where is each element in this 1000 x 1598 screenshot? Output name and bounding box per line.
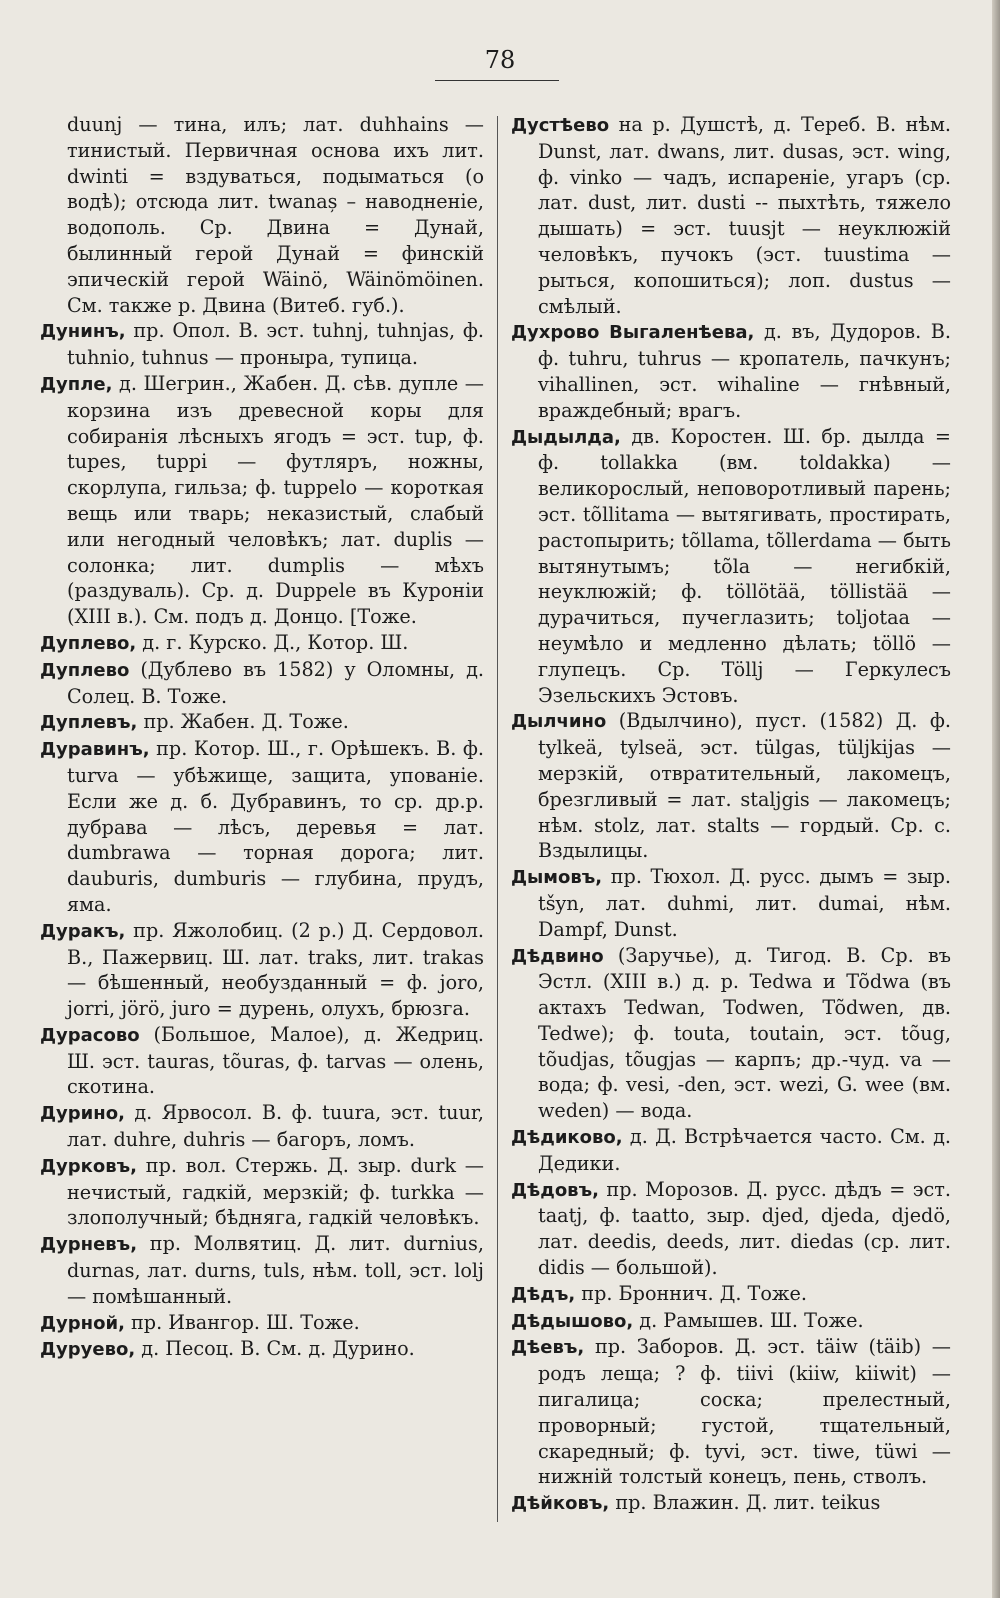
entry-text: (Большое, Малое), д. Жедриц. Ш. эст. tauras, tõuras, ф. tarvas — олень, скотина. <box>67 1022 484 1099</box>
entry-headword: Дунинъ, <box>40 321 126 343</box>
dictionary-entry <box>40 918 484 1022</box>
dictionary-entry <box>40 1310 484 1337</box>
entry-text: дв. Коростен. Ш. бр. дылда = ф. tollakka (вм. toldakka) — великорослый, неповоротливый парень; эст. tõllitama — вытягивать, простирать, растопырить; tõllama, tõllerdama — быть вытянутымъ; tõla — негибкій, неуклюжій; ф. töllötää, töllistää — дурачиться, пучеглазить; toljotaa — неумѣло и медленно дѣлать; töllö — глупецъ. Ср. Töllj — Геркулесъ Эзельскихъ Эстовъ. <box>538 424 951 707</box>
entry-headword: Дѣдвино <box>511 945 604 967</box>
entry-text: пр. Яжолобиц. (2 р.) Д. Сердовол. В., Пажервиц. Ш. лат. traks, лит. trakas — бѣшенный, необузданный = ф. joro, jorri, jörö, juro = дурень, олухъ, брюзга. <box>67 918 484 1021</box>
entry-text: пр. Опол. В. эст. tuhnj, tuhnjas, ф. tuhnio, tuhnus — проныра, тупица. <box>67 319 484 370</box>
entry-text: пр. Влажин. Д. лит. teikus <box>609 1491 881 1515</box>
dictionary-entry <box>511 1177 951 1281</box>
dictionary-entry <box>511 943 951 1125</box>
entry-text: пр. Жабен. Д. Тоже. <box>137 710 349 734</box>
entry-text: пр. Молвятиц. Д. лит. durnius, durnas, лат. durns, tuls, нѣм. toll, эст. lolj — помѣшанный. <box>67 1232 484 1308</box>
dictionary-entry <box>40 709 484 736</box>
entry-text: пр. Броннич. Д. Тоже. <box>575 1281 807 1305</box>
dictionary-entry <box>40 1022 484 1100</box>
page-number: 78 <box>484 46 516 74</box>
page-binding-edge <box>992 0 1000 1598</box>
dictionary-entry <box>40 1231 484 1309</box>
dictionary-entry <box>511 864 951 942</box>
entry-text: д. г. Курско. Д., Котор. Ш. <box>136 630 409 654</box>
entry-text: пр. Ивангор. Ш. Тоже. <box>124 1310 360 1334</box>
entry-headword: Дуплево <box>40 659 130 681</box>
dictionary-entry <box>511 319 951 423</box>
dictionary-entry <box>40 371 484 630</box>
entry-headword: Дылчино <box>511 711 607 733</box>
entry-headword: Дѣдышово, <box>511 1310 634 1332</box>
entry-headword: Дупле, <box>40 373 113 395</box>
dictionary-entry <box>511 1124 951 1177</box>
dictionary-entry <box>511 1308 951 1335</box>
column-divider <box>497 116 498 1522</box>
entry-headword: Дурной, <box>40 1312 125 1334</box>
left-column <box>40 112 484 1363</box>
entry-headword: Дуплевъ, <box>40 712 138 734</box>
dictionary-entry <box>40 1153 484 1231</box>
entry-headword: Дурневъ, <box>40 1234 138 1256</box>
entry-headword: Дустѣево <box>511 115 610 136</box>
dictionary-entry <box>511 112 951 319</box>
entry-headword: Дуруево, <box>40 1339 136 1361</box>
header-rule <box>435 80 559 81</box>
entry-headword: Дѣдиково, <box>511 1127 623 1149</box>
entry-text: пр. Морозов. Д. русс. дѣдъ = эст. taatj, ф. taatto, зыр. djed, djeda, djedö, лат. deedis, deeds, лит. diedas (ср. лит. didis — большой). <box>538 1177 951 1280</box>
entry-text: (Дублево въ 1582) у Оломны, д. Солец. В. Тоже. <box>67 657 484 708</box>
dictionary-entry <box>40 736 484 918</box>
dictionary-entry <box>40 1336 484 1363</box>
entry-headword: Дуравинъ, <box>40 739 150 761</box>
entry-headword: Дѣйковъ, <box>511 1493 610 1515</box>
entry-text: (Заручье), д. Тигод. В. Ср. въ Эстл. (XIII в.) д. р. Tedwa и Tõdwa (въ актахъ Tedwan, Todwen, Tõdwen, дв. Tedwe); ф. touta, toutain, эст. tõug, tõudjas, tõugjas — карпъ; др.-чуд. va — вода; ф. vesi, -den, эст. wezi, G. wee (вм. weden) — вода. <box>538 943 951 1123</box>
entry-text: (Вдылчино), пуст. (1582) Д. ф. tylkeä, tylseä, эст. tülgas, tüljkijas — мерзкій, отвратительный, лакомецъ, брезгливый = лат. staljgis — лакомецъ; нѣм. stolz, лат. stalts — гордый. Ср. с. Вздылицы. <box>538 709 951 863</box>
entry-text: д. Д. Встрѣчается часто. См. д. Дедики. <box>538 1125 951 1175</box>
entry-headword: Дѣдовъ, <box>511 1179 599 1201</box>
entry-headword: Духрово Выгаленѣева, <box>511 322 755 344</box>
entry-text: д. Песоц. В. См. д. Дурино. <box>135 1337 415 1361</box>
entry-text: пр. вол. Стержь. Д. зыр. durk — нечистый, гадкій, мерзкій; ф. turkka — злополучный; бѣдняга, гадкій человѣкъ. <box>67 1153 484 1230</box>
entry-text: д. Рамышев. Ш. Тоже. <box>633 1308 864 1332</box>
dictionary-entry <box>40 657 484 710</box>
entry-headword: Дуракъ, <box>40 920 126 942</box>
dictionary-entry <box>511 708 951 864</box>
entry-headword: Дымовъ, <box>511 867 603 889</box>
entry-text: д. въ, Дудоров. В. ф. tuhru, tuhrus — кропатель, пачкунъ; vihallinen, эст. wihaline — гнѣвный, враждебный; врагъ. <box>538 320 952 422</box>
entry-headword: Дуплево, <box>40 632 137 654</box>
dictionary-entry <box>511 1490 951 1517</box>
entry-text: duunj — тина, илъ; лат. duhhains — тинистый. Первичная основа ихъ лит. dwinti = вздуваться, подыматься (о водѣ); отсюда лит. twanaș – наводненіе, водополь. Ср. Двина = Дунай, былинный герой Дунай = финскій эпическій герой Wäinö, Wäinömöinen. См. также р. Двина (Витеб. губ.). <box>67 113 484 317</box>
dictionary-entry <box>40 112 484 318</box>
dictionary-entry <box>511 424 951 709</box>
right-column <box>511 112 951 1517</box>
dictionary-entry <box>40 630 484 657</box>
entry-headword: Дѣдъ, <box>511 1283 576 1305</box>
entry-text: д. Ярвосол. В. ф. tuura, эст. tuur, лат. duhre, duhris — багоръ, ломъ. <box>67 1101 484 1152</box>
entry-text: пр. Заборов. Д. эст. täiw (täib) — родъ леща; ? ф. tiivi (kiiw, kiiwit) — пигалица; соска; прелестный, проворный; густой, тщательный, скаредный; ф. tyvi, эст. tiwe, tüwi — нижній толстый конецъ, пень, стволъ. <box>538 1335 951 1489</box>
entry-text: пр. Котор. Ш., г. Орѣшекъ. В. ф. turva — убѣжище, защита, упованіе. Если же д. б. Дубравинъ, то ср. др.р. дубрава — лѣсъ, деревья = лат. dumbrawa — торная дорога; лит. dauburis, dumburis — глубина, прудъ, яма. <box>67 737 484 916</box>
entry-headword: Дыдылда, <box>511 426 621 448</box>
dictionary-entry <box>40 1100 484 1153</box>
entry-headword: Дурасово <box>40 1024 140 1046</box>
entry-text: пр. Тюхол. Д. русс. дымъ = зыр. tšyn, лат. duhmi, лит. dumai, нѣм. Dampf, Dunst. <box>538 865 951 941</box>
entry-headword: Дурино, <box>40 1103 125 1125</box>
entry-text: на р. Душстѣ, д. Тереб. В. нѣм. Dunst, лат. dwans, лит. dusas, эст. wing, ф. vinko — чадъ, испареніе, угаръ (ср. лат. dust, лит. dusti -- пыхтѣть, тяжело дышать) = эст. tuusjt — неуклюжій человѣкъ, пучокъ (эст. tuustima — рыться, копошиться); лоп. dustus — смѣлый. <box>538 113 951 318</box>
entry-text: д. Шегрин., Жабен. Д. сѣв. дупле — корзина изъ древесной коры для собиранія лѣсныхъ ягодъ = эст. tup, ф. tupes, tuppi — футляръ, ножны, скорлупа, гильза; ф. tuppelo — короткая вещь или тварь; неказистый, слабый или негодный человѣкъ; лат. duplis — солонка; лит. dumplis — мѣхъ (раздуваль). Ср. д. Duppele въ Куроніи (XIII в.). См. подъ д. Донцо. [Тоже. <box>67 371 484 629</box>
entry-headword: Дѣевъ, <box>511 1337 585 1359</box>
dictionary-entry <box>511 1334 951 1490</box>
dictionary-entry <box>511 1281 951 1308</box>
dictionary-entry <box>40 318 484 371</box>
entry-headword: Дурковъ, <box>40 1155 137 1177</box>
